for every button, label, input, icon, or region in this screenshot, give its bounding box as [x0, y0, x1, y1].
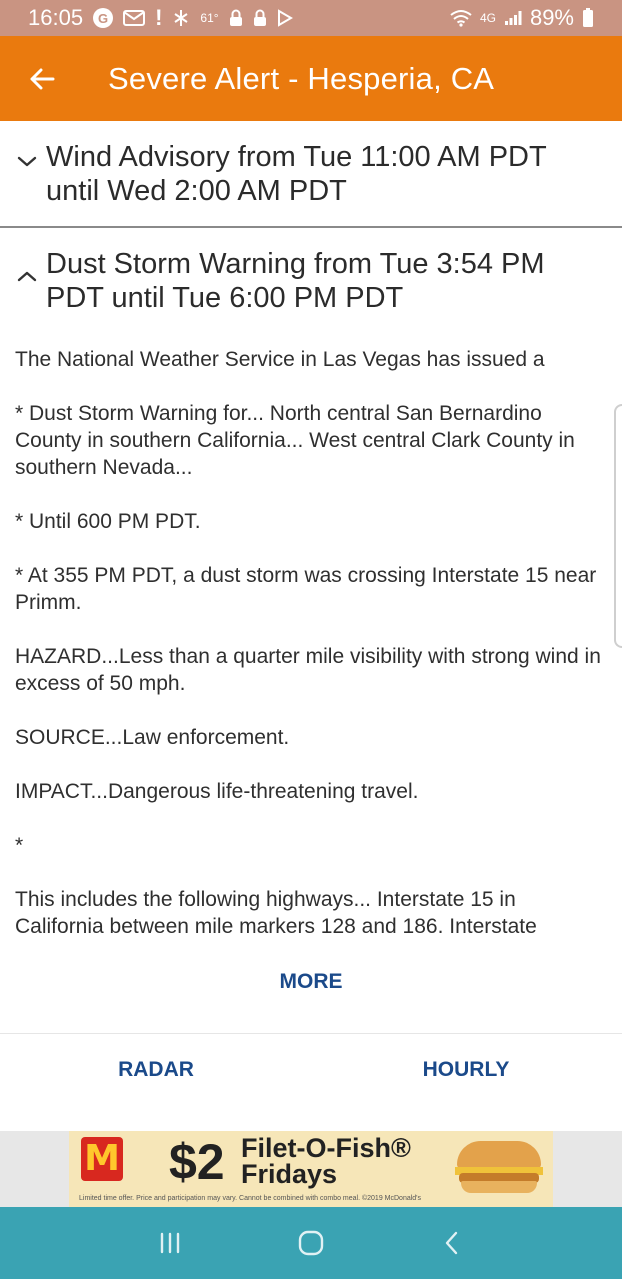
home-button[interactable]	[281, 1213, 341, 1273]
alert-paragraph: * Until 600 PM PDT.	[15, 510, 201, 533]
alert-paragraph: HAZARD...Less than a quarter mile visibility with strong wind in excess of 50 mph.	[15, 645, 601, 695]
alert-paragraph: * At 355 PM PDT, a dust storm was crossing Interstate 15 near Primm.	[15, 564, 597, 614]
recents-button[interactable]	[140, 1213, 200, 1273]
hourly-button[interactable]: HOURLY	[422, 1058, 510, 1081]
radar-button[interactable]: RADAR	[118, 1058, 194, 1081]
alert-paragraph: *	[15, 834, 24, 857]
edge-panel-handle[interactable]	[614, 404, 622, 648]
ad-area	[0, 1131, 622, 1207]
signal-icon	[504, 10, 522, 26]
ad-fine-print: Limited time offer. Price and participation may vary. Cannot be combined with combo meal. ©2019 McDonald's	[79, 1195, 422, 1202]
arrow-left-icon	[29, 68, 55, 90]
back-icon	[444, 1231, 460, 1255]
alert-paragraph: IMPACT...Dangerous life-threatening travel.	[15, 780, 419, 803]
nav-back-button[interactable]	[422, 1213, 482, 1273]
ad-product-line: Fridays	[241, 1159, 338, 1189]
alert-header-dust-storm-warning[interactable]	[0, 247, 622, 315]
mcdonalds-logo-icon: M	[81, 1137, 123, 1181]
system-nav-bar	[0, 1207, 622, 1279]
alert-paragraph: * Dust Storm Warning for... North central San Bernardino County in southern California... West central Clark County in southern Nevada...	[15, 402, 575, 479]
ad-price: $2	[169, 1134, 225, 1190]
page-title: Severe Alert - Hesperia, CA	[108, 60, 495, 96]
recents-icon	[158, 1232, 182, 1254]
lock-icon	[229, 9, 243, 27]
google-icon: G	[93, 8, 113, 28]
battery-percent: 89%	[529, 5, 574, 30]
home-icon	[297, 1229, 325, 1257]
play-store-icon	[277, 9, 293, 27]
alert-icon: !	[155, 5, 163, 30]
divider	[0, 1033, 622, 1034]
ad-product	[241, 1135, 411, 1187]
back-button[interactable]	[0, 36, 84, 121]
alert-title: Dust Storm Warning from Tue 3:54 PM PDT until Tue 6:00 PM PDT	[46, 248, 545, 314]
alert-header-wind-advisory[interactable]	[0, 140, 622, 208]
divider	[0, 226, 622, 228]
wifi-icon	[450, 9, 472, 27]
status-bar	[0, 0, 622, 36]
mail-icon	[123, 10, 145, 26]
clock: 16:05	[28, 5, 84, 30]
chevron-down-icon	[16, 140, 46, 208]
alert-title: Wind Advisory from Tue 11:00 AM PDT until Wed 2:00 AM PDT	[46, 141, 547, 207]
chevron-up-icon	[16, 247, 46, 315]
alert-paragraph: The National Weather Service in Las Vegas has issued a	[15, 348, 545, 371]
weather-icon	[172, 8, 190, 28]
network-type: 4G	[479, 11, 496, 25]
lock-icon	[253, 9, 267, 27]
app-bar	[0, 36, 622, 121]
ad-banner[interactable]	[69, 1131, 553, 1207]
battery-icon	[582, 8, 594, 28]
temperature: 61°	[200, 11, 219, 25]
alert-paragraph: SOURCE...Law enforcement.	[15, 726, 290, 749]
sandwich-image	[453, 1141, 545, 1193]
ad-product-line: Filet-O-Fish®	[241, 1133, 411, 1163]
alert-paragraph: This includes the following highways... Interstate 15 in California between mile markers 128 and 186. Interstate	[15, 888, 537, 938]
alert-body	[15, 346, 610, 940]
more-button[interactable]: MORE	[279, 970, 343, 993]
